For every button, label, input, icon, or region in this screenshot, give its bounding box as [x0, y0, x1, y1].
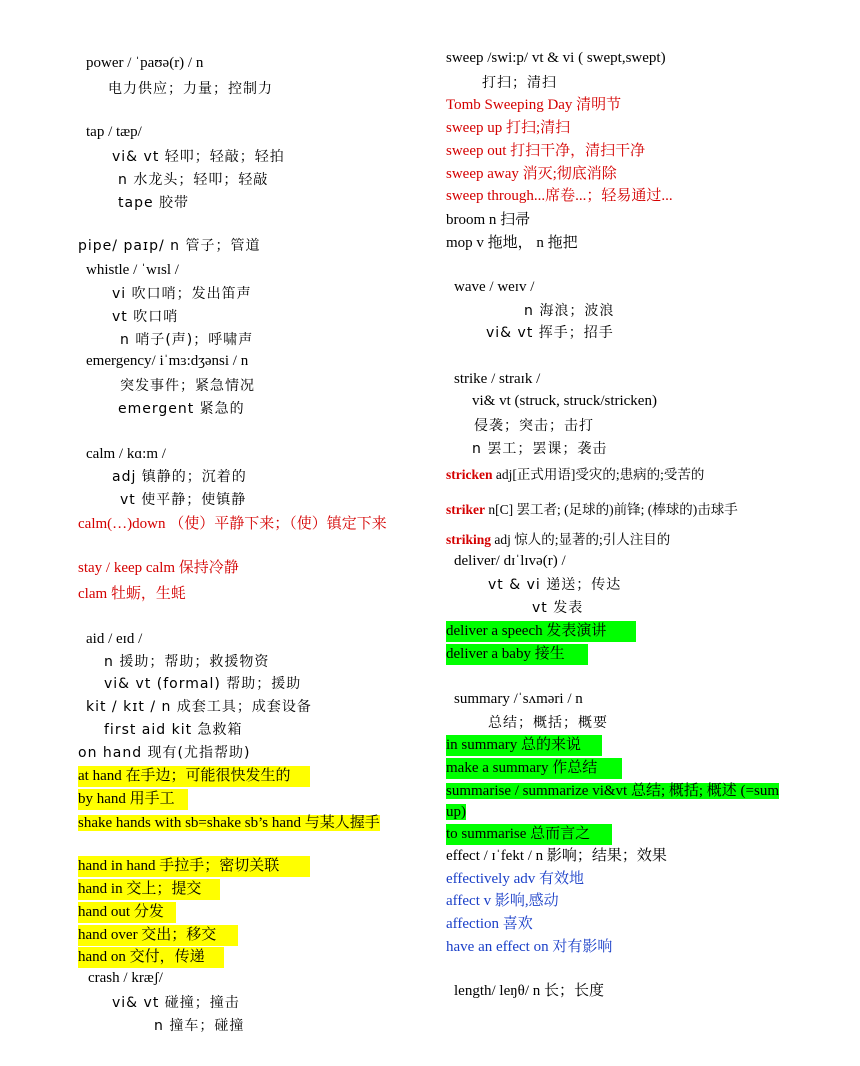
entry-summary: summary /ˈsʌməri / n [454, 691, 583, 707]
phrase-at-hand: at hand 在手边；可能很快发生的 [78, 766, 310, 787]
word-striking [446, 529, 670, 550]
def-whistle-vt: vt 吹口哨 [112, 309, 179, 325]
def-tap-noun: n 水龙头；轻叩；轻敲 [118, 172, 269, 188]
phrase-deliver-speech: deliver a speech 发表演讲 [446, 621, 636, 642]
phrase-summarise [446, 781, 796, 823]
def-power: 电力供应；力量；控制力 [108, 81, 273, 97]
word-broom: broom n 扫帚 [446, 212, 531, 228]
def-crash-noun: n 撞车；碰撞 [154, 1018, 245, 1034]
entry-emergency: emergency/ iˈmɜ:dʒənsi / n [86, 353, 249, 369]
phrase-hand-in-hand: hand in hand 手拉手；密切关联 [78, 856, 310, 877]
entry-power: power / ˈpaʊə(r) / n [86, 55, 204, 71]
phrase-deliver-baby: deliver a baby 接生 [446, 644, 588, 665]
entry-effect: effect / ɪˈfekt / n 影响；结果；效果 [446, 848, 667, 864]
word-stricken-def: adj[正式用语]受灾的;患病的;受苦的 [492, 467, 705, 482]
word-striker-label: striker [446, 502, 485, 517]
word-stricken [446, 464, 704, 485]
entry-deliver: deliver/ dɪˈlɪvə(r) / [454, 553, 566, 569]
phrase-hand-over: hand over 交出；移交 [78, 925, 238, 946]
def-strike-verb: 侵袭；突击；击打 [474, 418, 594, 434]
phrase-shake-hands-text: shake hands with sb=shake sb’s hand 与某人握手 [78, 815, 380, 831]
entry-pipe: pipe/ paɪp/ n 管子；管道 [78, 238, 261, 254]
def-crash-verb: vi& vt 碰撞；撞击 [112, 995, 240, 1011]
entry-aid: aid / eɪd / [86, 631, 143, 647]
entry-kit: kit / kɪt / n 成套工具；成套设备 [86, 699, 312, 715]
def-summary: 总结；概括；概要 [488, 715, 608, 731]
phrase-shake-hands [78, 812, 424, 835]
word-effectively: effectively adv 有效地 [446, 871, 585, 887]
def-deliver-vt: vt 发表 [532, 600, 584, 616]
def-sweep: 打扫；清扫 [482, 75, 557, 91]
def-emergency: 突发事件；紧急情况 [120, 378, 255, 394]
phrase-hand-in: hand in 交上；提交 [78, 879, 220, 900]
phrase-summarise-text: summarise / summarize vi&vt 总结; 概括; 概述 (=sum up) [446, 783, 780, 820]
def-wave-noun: n 海浪；波浪 [524, 303, 615, 319]
phrase-hand-on: hand on 交付，传递 [78, 947, 224, 968]
word-striker [446, 499, 738, 520]
entry-crash: crash / kræʃ/ [88, 970, 163, 986]
def-aid-verb: vi& vt (formal) 帮助；援助 [104, 676, 302, 692]
phrase-sweep-through: sweep through...席卷...；轻易通过... [446, 188, 673, 204]
phrase-by-hand: by hand 用手工 [78, 789, 188, 810]
word-affect: affect v 影响,感动 [446, 893, 559, 909]
def-calm-vt: vt 使平静；使镇静 [120, 492, 247, 508]
entry-length: length/ leŋθ/ n 长；长度 [454, 983, 605, 999]
entry-tap: tap / tæp/ [86, 124, 142, 140]
phrase-have-an-effect-on: have an effect on 对有影响 [446, 939, 613, 955]
def-calm-adj: adj 镇静的；沉着的 [112, 469, 247, 485]
entry-sweep: sweep /swi:p/ vt & vi ( swept,swept) [446, 50, 666, 66]
word-striker-def: n[C] 罢工者; (足球的)前锋; (棒球的)击球手 [484, 502, 738, 517]
phrase-stay-calm: stay / keep calm 保持冷静 [78, 560, 239, 576]
def-whistle-n: n 哨子(声)；呼啸声 [120, 332, 254, 348]
def-tape: tape 胶带 [118, 195, 190, 211]
def-strike-noun: n 罢工；罢课；袭击 [472, 441, 608, 457]
entry-strike: strike / straɪk / [454, 371, 541, 387]
def-aid-noun: n 援助；帮助；救援物资 [104, 654, 270, 670]
phrase-calm-down: calm(…)down （使）平静下来；（使）镇定下来 [78, 516, 387, 532]
def-emergent: emergent 紧急的 [118, 401, 245, 417]
word-mop: mop v 拖地， n 拖把 [446, 235, 578, 251]
entry-wave: wave / weɪv / [454, 279, 535, 295]
def-strike-forms: vi& vt (struck, struck/stricken) [472, 393, 657, 409]
phrase-make-a-summary: make a summary 作总结 [446, 758, 622, 779]
entry-whistle: whistle / ˈwɪsl / [86, 262, 179, 278]
word-striking-def: adj 惊人的;显著的;引人注目的 [491, 532, 671, 547]
phrase-in-summary: in summary 总的来说 [446, 735, 602, 756]
def-wave-verb: vi& vt 挥手；招手 [486, 325, 614, 341]
word-clam: clam 牡蛎，生蚝 [78, 586, 186, 602]
def-tap-verb: vi& vt 轻叩；轻敲；轻拍 [112, 149, 285, 165]
word-striking-label: striking [446, 532, 492, 547]
phrase-sweep-away: sweep away 消灭;彻底消除 [446, 166, 617, 182]
def-deliver-verb: vt & vi 递送；传达 [488, 577, 622, 593]
entry-calm: calm / kɑ:m / [86, 446, 166, 462]
phrase-sweep-out: sweep out 打扫干净，清扫干净 [446, 143, 646, 159]
phrase-on-hand: on hand 现有(尤指帮助) [78, 745, 251, 761]
def-whistle-vi: vi 吹口哨；发出笛声 [112, 286, 252, 302]
phrase-hand-out: hand out 分发 [78, 902, 176, 923]
phrase-tomb-sweeping-day: Tomb Sweeping Day 清明节 [446, 97, 622, 113]
word-affection: affection 喜欢 [446, 916, 533, 932]
phrase-sweep-up: sweep up 打扫;清扫 [446, 120, 571, 136]
word-stricken-label: stricken [446, 467, 493, 482]
phrase-first-aid-kit: first aid kit 急救箱 [104, 722, 243, 738]
phrase-to-summarise: to summarise 总而言之 [446, 824, 612, 845]
